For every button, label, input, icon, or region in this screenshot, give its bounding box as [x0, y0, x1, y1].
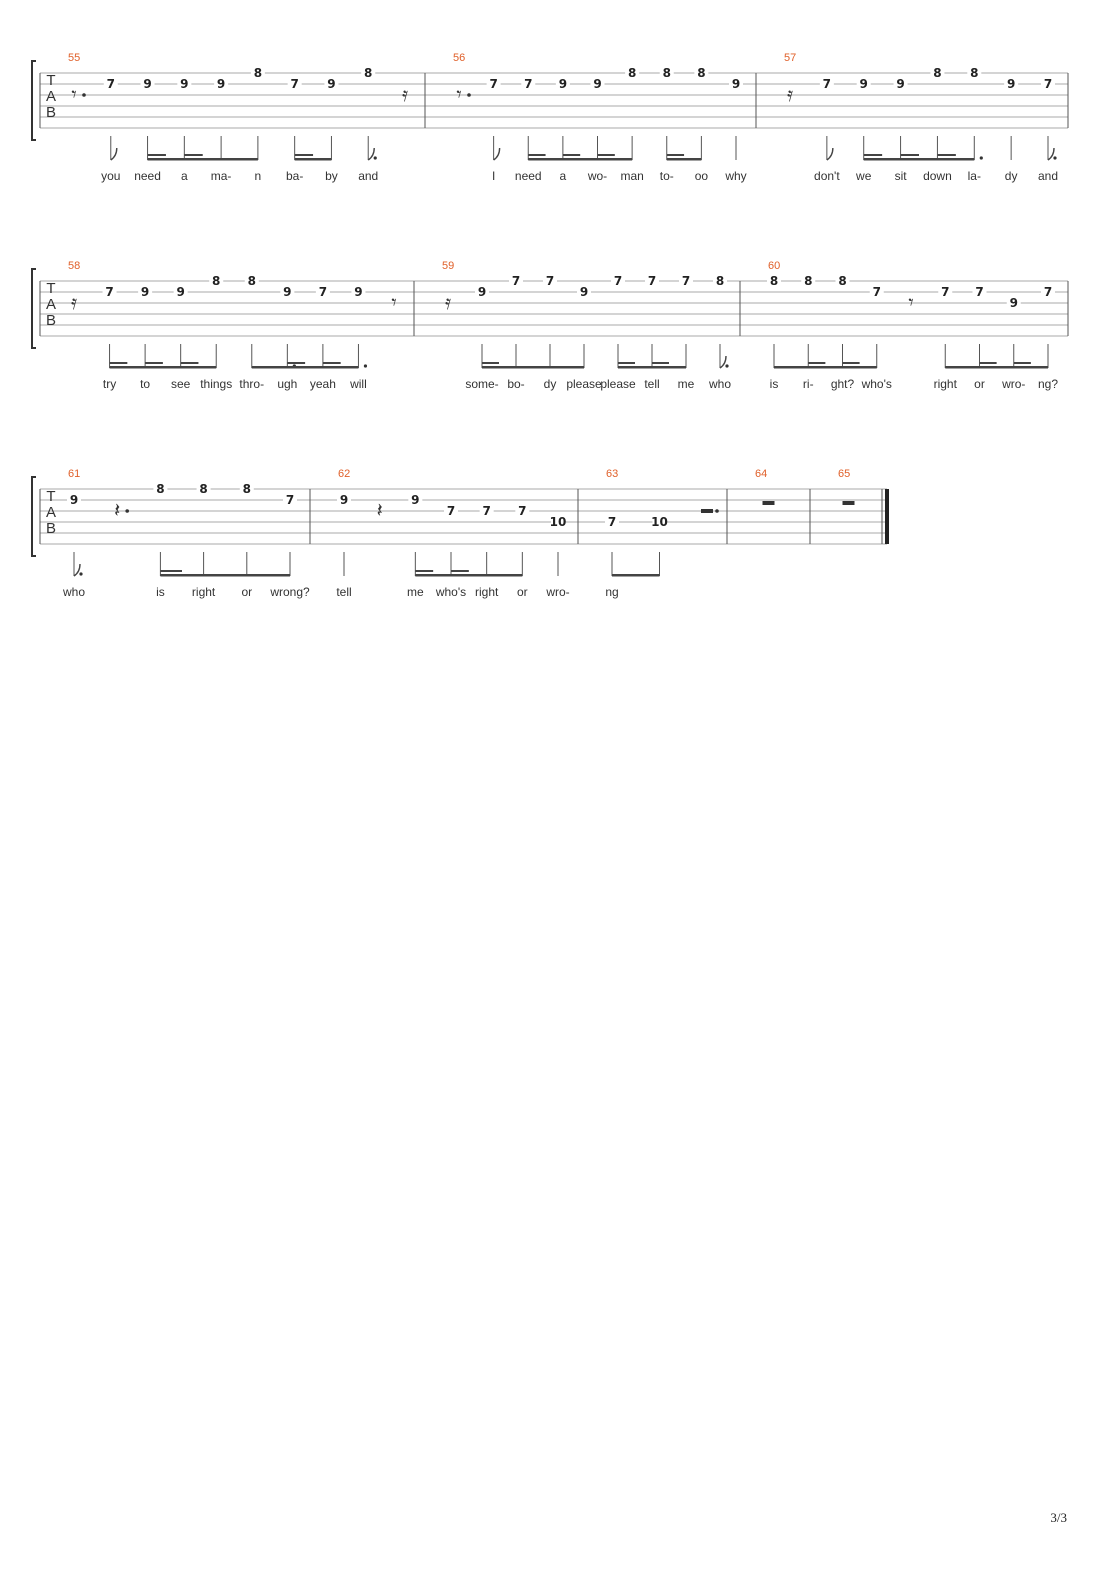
secondary-beam	[864, 154, 882, 156]
tab-systems	[32, 52, 1068, 599]
beam	[148, 158, 258, 161]
lyric-syllable: wrong?	[270, 585, 310, 599]
fret-number: 8	[242, 482, 251, 496]
fret-number: 8	[838, 274, 847, 288]
fret-number: 10	[549, 515, 567, 529]
secondary-beam	[287, 362, 305, 364]
fret-number: 8	[933, 66, 942, 80]
beam	[482, 366, 584, 369]
beam	[110, 366, 217, 369]
lyric-syllable: ng?	[1037, 377, 1059, 391]
rest-sixteenth: 𝄿	[401, 82, 409, 106]
lyric-syllable: man	[620, 169, 644, 183]
fret-number: 9	[180, 77, 189, 91]
fret-number: 7	[446, 504, 456, 518]
lyric-syllable: try	[102, 377, 117, 391]
fret-number: 9	[143, 77, 152, 91]
measure-64	[755, 468, 775, 505]
note-dot	[1053, 156, 1056, 159]
lyric-syllable: thro-	[239, 377, 265, 391]
fret-number: 7	[524, 77, 533, 91]
fret-number: 9	[339, 493, 349, 507]
lyric-syllable: need	[514, 169, 542, 183]
measure-number: 60	[768, 260, 781, 272]
fret-number: 9	[327, 77, 336, 91]
lyric-syllable: la-	[967, 169, 981, 183]
tab-system	[32, 52, 1068, 183]
rest-sixteenth: 𝄿	[444, 290, 452, 314]
measure-65	[838, 468, 855, 505]
lyric-syllable: you	[101, 169, 121, 183]
tab-clef-letter: B	[45, 104, 57, 121]
secondary-beam	[184, 154, 202, 156]
note-flag	[1048, 148, 1054, 160]
rest-block	[701, 509, 713, 513]
lyric-syllable: me	[677, 377, 695, 391]
measure-number: 63	[606, 468, 619, 480]
lyric-syllable: who's	[435, 585, 467, 599]
note-flag	[494, 148, 500, 160]
lyric-syllable: by	[325, 169, 338, 183]
fret-number: 7	[511, 274, 521, 288]
fret-number: 8	[247, 274, 256, 288]
fret-number: 9	[593, 77, 602, 91]
secondary-beam	[808, 362, 825, 364]
lyric-syllable: please	[600, 377, 636, 391]
secondary-beam	[148, 154, 166, 156]
system-bracket	[32, 269, 36, 348]
secondary-beam	[181, 362, 199, 364]
lyric-syllable: sit	[894, 169, 907, 183]
fret-number: 9	[477, 285, 487, 299]
lyric-syllable: and	[358, 169, 379, 183]
lyric-syllable: wro-	[546, 585, 570, 599]
lyric-syllable: n	[254, 169, 262, 183]
tab-clef-letter: B	[45, 312, 57, 329]
rest-quarter: 𝄽	[114, 498, 121, 522]
lyric-syllable: down	[923, 169, 952, 183]
secondary-beam	[563, 154, 580, 156]
lyric-syllable: we	[856, 169, 872, 183]
note-dot	[980, 156, 983, 159]
secondary-beam	[110, 362, 128, 364]
lyric-syllable: tell	[336, 585, 352, 599]
rest-eighth: 𝄾	[391, 290, 397, 314]
fret-number: 7	[518, 504, 527, 518]
lyric-syllable: I	[491, 169, 496, 183]
fret-number: 7	[647, 274, 657, 288]
lyric-syllable: why	[725, 169, 747, 183]
secondary-beam	[980, 362, 997, 364]
secondary-beam	[482, 362, 499, 364]
lyric-syllable: ba-	[285, 169, 304, 183]
rest-dot	[467, 93, 471, 97]
tab-clef-letter: B	[45, 520, 57, 537]
tab-clef-letter: T	[46, 280, 56, 297]
fret-number: 7	[681, 274, 691, 288]
fret-number: 9	[859, 77, 868, 91]
lyric-syllable: yeah	[309, 377, 336, 391]
fret-number: 7	[822, 77, 832, 91]
lyric-syllable: or	[974, 377, 985, 391]
lyric-syllable: me	[406, 585, 424, 599]
fret-number: 8	[662, 66, 671, 80]
note-dot	[725, 364, 728, 367]
rest-sixteenth: 𝄿	[70, 290, 78, 314]
rest-eighth: 𝄾	[456, 82, 462, 106]
lyric-syllable: please	[566, 377, 602, 391]
note-flag	[111, 148, 117, 160]
lyric-syllable: some-	[465, 377, 499, 391]
note-dot	[79, 572, 82, 575]
secondary-beam	[145, 362, 163, 364]
secondary-beam	[618, 362, 635, 364]
lyric-syllable: see	[170, 377, 191, 391]
fret-number: 9	[283, 285, 292, 299]
lyric-syllable: a	[559, 169, 567, 183]
beam	[864, 158, 975, 161]
secondary-beam	[667, 154, 684, 156]
rest-eighth: 𝄾	[908, 290, 914, 314]
rest-eighth: 𝄾	[71, 82, 77, 106]
secondary-beam	[451, 570, 469, 572]
fret-number: 9	[1009, 296, 1018, 310]
note-flag	[827, 148, 833, 160]
rest-dot	[82, 93, 86, 97]
note-flag	[368, 148, 374, 160]
beam	[612, 574, 660, 577]
rest-sixteenth: 𝄿	[786, 82, 794, 106]
fret-number: 7	[489, 77, 498, 91]
beam	[415, 574, 522, 577]
fret-number: 8	[769, 274, 779, 288]
secondary-beam	[652, 362, 669, 364]
lyric-syllable: right	[933, 377, 957, 391]
lyric-syllable: to-	[659, 169, 674, 183]
rest-dot	[715, 509, 719, 513]
fret-number: 7	[482, 504, 491, 518]
lyric-syllable: or	[516, 585, 528, 599]
lyric-syllable: don't	[814, 169, 840, 183]
measure-number: 57	[784, 52, 797, 64]
beam	[160, 574, 290, 577]
fret-number: 9	[579, 285, 589, 299]
fret-number: 9	[140, 285, 150, 299]
beam	[528, 158, 632, 161]
lyric-syllable: dy	[1004, 169, 1018, 183]
fret-number: 7	[1043, 285, 1053, 299]
fret-number: 9	[731, 77, 741, 91]
tab-clef-letter: A	[45, 504, 57, 521]
tab-clef-letter: A	[45, 296, 57, 313]
lyric-syllable: dy	[543, 377, 557, 391]
measure-number: 56	[453, 52, 466, 64]
tab-system	[32, 468, 887, 599]
lyric-syllable: a	[180, 169, 188, 183]
secondary-beam	[295, 154, 313, 156]
fret-number: 7	[290, 77, 299, 91]
lyric-syllable: oo	[694, 169, 709, 183]
fret-number: 9	[216, 77, 226, 91]
fret-number: 9	[411, 493, 420, 507]
secondary-beam	[528, 154, 545, 156]
fret-number: 7	[106, 77, 115, 91]
beam	[774, 366, 877, 369]
tab-clef-letter: T	[46, 488, 56, 505]
fret-number: 8	[212, 274, 221, 288]
lyric-syllable: who	[62, 585, 86, 599]
system-bracket	[32, 477, 36, 556]
secondary-beam	[1014, 362, 1031, 364]
lyric-syllable: right	[474, 585, 499, 599]
fret-number: 9	[558, 77, 568, 91]
note-dot	[374, 156, 377, 159]
lyric-syllable: is	[769, 377, 779, 391]
lyric-syllable: to	[140, 377, 151, 391]
measure-number: 59	[442, 260, 455, 272]
fret-number: 7	[872, 285, 881, 299]
fret-number: 8	[970, 66, 979, 80]
lyric-syllable: need	[134, 169, 161, 183]
beam	[295, 158, 332, 161]
beam	[252, 366, 359, 369]
fret-number: 9	[69, 493, 79, 507]
beam	[945, 366, 1048, 369]
lyric-syllable: or	[241, 585, 253, 599]
note-flag	[74, 564, 80, 576]
rest-block	[843, 501, 855, 505]
secondary-beam	[160, 570, 182, 572]
lyric-syllable: and	[1037, 169, 1059, 183]
fret-number: 7	[545, 274, 555, 288]
lyric-syllable: tell	[644, 377, 660, 391]
rest-block	[763, 501, 775, 505]
lyric-syllable: wo-	[587, 169, 608, 183]
measure-number: 64	[755, 468, 768, 480]
lyric-syllable: right	[191, 585, 216, 599]
measure-number: 62	[338, 468, 351, 480]
fret-number: 8	[156, 482, 165, 496]
fret-number: 8	[627, 66, 637, 80]
fret-number: 8	[804, 274, 813, 288]
lyric-syllable: who's	[861, 377, 892, 391]
secondary-beam	[937, 154, 955, 156]
lyric-syllable: bo-	[507, 377, 525, 391]
secondary-beam	[323, 362, 341, 364]
tab-system	[32, 260, 1068, 391]
secondary-beam	[415, 570, 433, 572]
fret-number: 9	[896, 77, 905, 91]
note-dot	[364, 364, 367, 367]
fret-number: 7	[607, 515, 617, 529]
beam	[667, 158, 702, 161]
fret-number: 7	[285, 493, 295, 507]
fret-number: 9	[176, 285, 185, 299]
page-number: 3/3	[1050, 1510, 1067, 1525]
secondary-beam	[901, 154, 919, 156]
beam	[618, 366, 686, 369]
fret-number: 7	[975, 285, 984, 299]
measure-number: 58	[68, 260, 81, 272]
fret-number: 8	[253, 66, 263, 80]
measure-number: 65	[838, 468, 851, 480]
measure-number: 55	[68, 52, 81, 64]
lyric-syllable: wro-	[1002, 377, 1026, 391]
tab-clef-letter: T	[46, 72, 56, 89]
rest-dot	[125, 509, 129, 513]
note-flag	[720, 356, 726, 368]
fret-number: 7	[613, 274, 623, 288]
rest-quarter: 𝄽	[376, 498, 383, 522]
secondary-beam	[843, 362, 860, 364]
fret-number: 7	[941, 285, 950, 299]
lyric-syllable: ght?	[830, 377, 855, 391]
lyric-syllable: ng	[605, 585, 619, 599]
fret-number: 7	[1043, 77, 1053, 91]
fret-number: 9	[1006, 77, 1016, 91]
fret-number: 8	[697, 66, 706, 80]
fret-number: 10	[651, 515, 668, 529]
lyric-syllable: ugh	[277, 377, 298, 391]
lyric-syllable: will	[350, 377, 367, 391]
fret-number: 7	[318, 285, 328, 299]
lyric-syllable: who	[708, 377, 732, 391]
tab-clef-letter: A	[45, 88, 57, 105]
lyric-syllable: is	[156, 585, 165, 599]
fret-number: 8	[364, 66, 373, 80]
system-bracket	[32, 61, 36, 140]
fret-number: 7	[105, 285, 114, 299]
lyric-syllable: ri-	[802, 377, 814, 391]
fret-number: 9	[354, 285, 363, 299]
measure-number: 61	[68, 468, 81, 480]
fret-number: 8	[199, 482, 208, 496]
lyric-syllable: ma-	[210, 169, 232, 183]
lyric-syllable: things	[200, 377, 233, 391]
fret-number: 8	[715, 274, 725, 288]
secondary-beam	[598, 154, 615, 156]
